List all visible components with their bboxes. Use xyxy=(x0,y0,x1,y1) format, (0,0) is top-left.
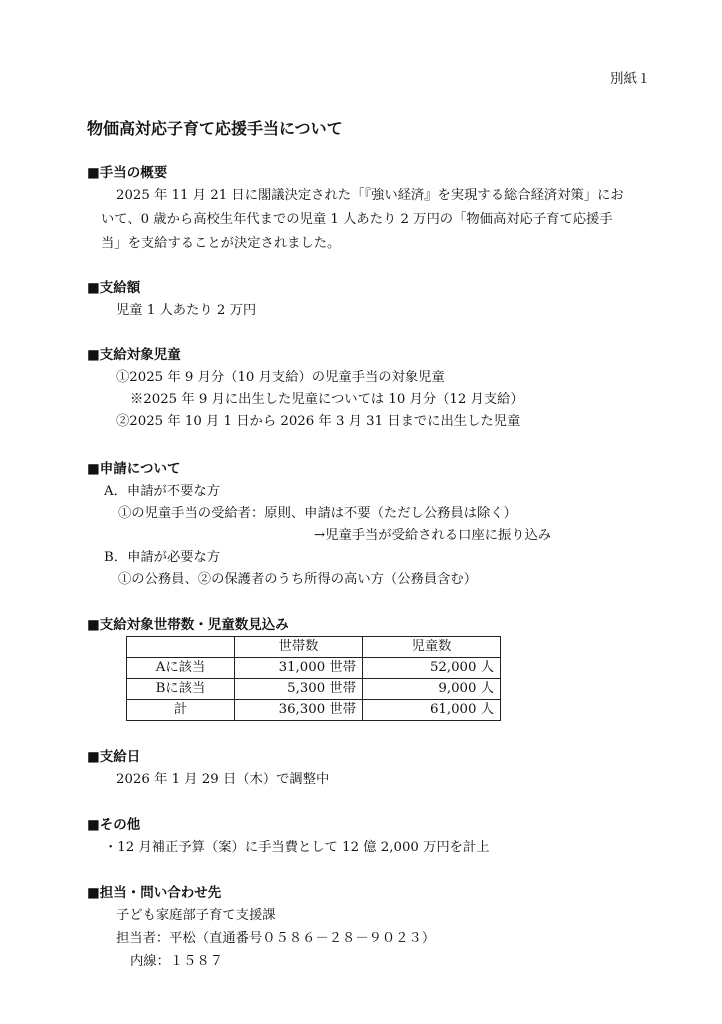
application-a-line-2: →児童手当が受給される口座に振り込み xyxy=(314,528,552,543)
application-heading: ■申請について xyxy=(87,461,181,477)
table-header-row xyxy=(127,637,501,658)
contact-person: 担当者：平松（直通番号０５８６－２８－９０２３） xyxy=(116,931,436,946)
payment-date-text: 2026 年 1 月 29 日（木）で調整中 xyxy=(116,772,330,787)
application-b-label: B．申請が必要な方 xyxy=(104,550,221,565)
table-cell: Bに該当 xyxy=(127,679,235,700)
application-b-line-1: ①の公務員、②の保護者のうち所得の高い方（公務員含む） xyxy=(118,572,478,587)
amount-heading: ■支給額 xyxy=(87,280,141,296)
table-header-cell: 世帯数 xyxy=(235,637,363,658)
application-a-line-1: ①の児童手当の受給者：原則、申請は不要（ただし公務員は除く） xyxy=(118,506,517,521)
table-header-cell xyxy=(127,637,235,658)
payment-date-heading: ■支給日 xyxy=(87,749,141,765)
estimates-heading: ■支給対象世帯数・児童数見込み xyxy=(87,617,289,633)
table-header-cell: 児童数 xyxy=(363,637,501,658)
amount-text: 児童 1 人あたり 2 万円 xyxy=(116,303,257,318)
table-row xyxy=(127,700,501,721)
overview-line-1: 2025 年 11 月 21 日に閣議決定された「『強い経済』を実現する総合経済対策」にお xyxy=(116,188,624,203)
overview-line-3: 当」を支給することが決定されました。 xyxy=(101,236,341,251)
table-cell: 61,000 人 xyxy=(363,700,501,721)
overview-line-2: いて、0 歳から高校生年代までの児童 1 人あたり 2 万円の「物価高対応子育て応援手 xyxy=(101,212,613,227)
application-a-label: A．申請が不要な方 xyxy=(104,484,220,499)
eligible-note: ※2025 年 9 月に出生した児童については 10 月分（12 月支給） xyxy=(130,392,524,407)
table-cell: 31,000 世帯 xyxy=(235,658,363,679)
contact-heading: ■担当・問い合わせ先 xyxy=(87,885,222,901)
table-cell: 計 xyxy=(127,700,235,721)
other-text: ・12 月補正予算（案）に手当費として 12 億 2,000 万円を計上 xyxy=(104,840,490,855)
eligible-line-2: ②2025 年 10 月 1 日から 2026 年 3 月 31 日までに出生した児童 xyxy=(116,414,521,429)
estimates-table xyxy=(126,636,501,721)
contact-extension: 内線：１５８７ xyxy=(130,954,224,969)
table-cell: Aに該当 xyxy=(127,658,235,679)
annex-label: 別紙１ xyxy=(610,71,651,87)
eligible-heading: ■支給対象児童 xyxy=(87,347,181,363)
table-row xyxy=(127,679,501,700)
contact-department: 子ども家庭部子育て支援課 xyxy=(116,908,276,923)
table-cell: 5,300 世帯 xyxy=(235,679,363,700)
table-cell: 36,300 世帯 xyxy=(235,700,363,721)
overview-heading: ■手当の概要 xyxy=(87,165,168,181)
table-row xyxy=(127,658,501,679)
table-cell: 9,000 人 xyxy=(363,679,501,700)
eligible-line-1: ①2025 年 9 月分（10 月支給）の児童手当の対象児童 xyxy=(116,370,445,385)
other-heading: ■その他 xyxy=(87,817,141,833)
table-cell: 52,000 人 xyxy=(363,658,501,679)
page-title: 物価高対応子育て応援手当について xyxy=(87,119,343,138)
